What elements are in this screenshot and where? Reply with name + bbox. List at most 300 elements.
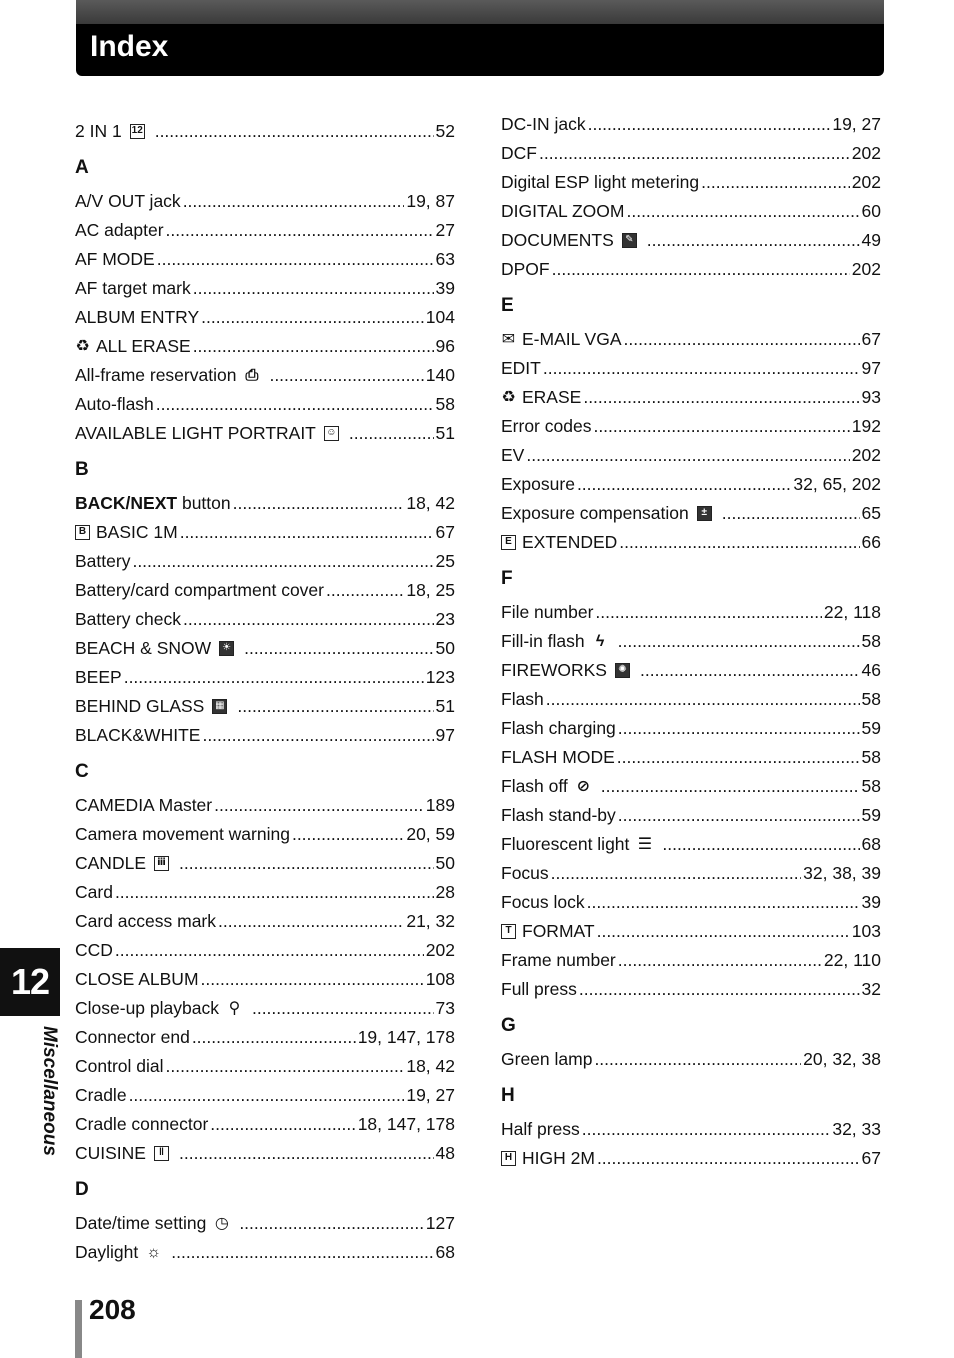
index-term [75,1114,208,1134]
page-reference: 67 [861,329,881,349]
index-entry [501,1139,881,1168]
dot-leader [269,365,423,385]
index-term [75,336,191,356]
dot-leader [593,416,849,436]
index-term [501,1119,580,1139]
index-term [75,423,347,443]
dot-leader [292,824,404,844]
index-term-text: EDIT [501,358,541,378]
format-icon: T [501,924,516,939]
index-term [75,1213,237,1233]
page-reference: 60 [861,201,881,221]
dot-leader [115,940,424,960]
index-term [75,998,250,1018]
index-term [501,863,549,883]
index-entry [75,989,455,1018]
basic-quality-icon: B [75,525,90,540]
page-reference: 202 [851,259,881,279]
page-reference: 97 [435,725,455,745]
index-term [501,660,638,680]
page-reference: 127 [425,1213,455,1233]
index-term [75,551,130,571]
page-reference: 67 [861,1148,881,1168]
index-entry [501,1110,881,1139]
available-light-portrait-icon: ☺ [324,426,339,441]
index-term [75,667,122,687]
page-reference: 58 [435,394,455,414]
page-reference: 23 [435,609,455,629]
index-term [75,394,154,414]
index-term-text: BEEP [75,667,122,687]
index-term [501,1148,595,1168]
page-number-bar [75,1300,82,1358]
dot-leader [183,191,405,211]
dot-leader [583,387,859,407]
page-title: Index [90,30,169,63]
index-entry [75,1047,455,1076]
page-reference: 19, 147, 178 [357,1027,455,1047]
index-entry [501,709,881,738]
dot-leader [349,423,434,443]
dot-leader [595,602,822,622]
index-term [75,1027,190,1047]
dot-leader [546,689,860,709]
index-term [501,143,537,163]
index-term-text: CUISINE [75,1143,146,1163]
dot-leader [617,747,860,767]
index-letter-heading: H [501,1085,515,1106]
fireworks-icon: ✺ [615,663,630,678]
index-term [75,580,324,600]
index-entry [501,883,881,912]
dot-leader [179,853,434,873]
header-strip [76,0,884,24]
index-term-text: Exposure [501,474,575,494]
index-term [75,278,191,298]
page-number: 208 [89,1294,136,1325]
candle-icon: ⅲ [154,856,169,871]
page-reference: 58 [861,776,881,796]
dot-leader [193,278,434,298]
high-quality-icon: H [501,1151,516,1166]
index-entry [75,484,455,513]
dot-leader [218,911,404,931]
fluorescent-icon: ☰ [637,835,653,853]
index-term-text: AC adapter [75,220,164,240]
index-term-text: Flash stand-by [501,805,616,825]
index-entry [75,356,455,385]
index-entry [75,1134,455,1163]
dot-leader [201,307,424,327]
dot-leader [244,638,433,658]
dot-leader [624,329,860,349]
dot-leader [551,863,801,883]
page-reference: 32, 65, 202 [793,474,881,494]
index-entry [75,902,455,931]
dot-leader [166,220,434,240]
index-entry [75,269,455,298]
index-term-text: ALBUM ENTRY [75,307,200,327]
page-reference: 63 [435,249,455,269]
index-term [501,474,575,494]
index-term [75,969,199,989]
dot-leader [193,336,434,356]
page-reference: 59 [861,805,881,825]
behind-glass-icon: ▦ [212,699,227,714]
dot-leader [157,249,434,269]
index-entry [501,105,881,134]
index-entry [75,542,455,571]
dot-leader [171,1242,433,1262]
dot-leader [326,580,404,600]
dot-leader [539,143,850,163]
dot-leader [202,725,433,745]
index-entry [501,622,881,651]
page-reference: 18, 147, 178 [357,1114,455,1134]
index-letter-heading: G [501,1015,516,1036]
page-reference: 65 [861,503,881,523]
dot-leader [166,1056,405,1076]
index-entry [75,786,455,815]
index-term-text: Flash charging [501,718,616,738]
index-term [75,940,113,960]
index-term [75,191,181,211]
index-term [75,824,290,844]
index-entry [501,825,881,854]
page-reference: 59 [861,718,881,738]
page-reference: 202 [425,940,455,960]
index-entry [75,931,455,960]
page-reference: 51 [435,696,455,716]
page-reference: 192 [851,416,881,436]
page-reference: 22, 118 [823,602,881,622]
index-term-text: CANDLE [75,853,146,873]
index-term-bold: BACK/NEXT [75,493,178,513]
dot-leader [124,667,424,687]
index-entry [501,854,881,883]
all-erase-icon: ♻ [75,337,90,355]
index-term [501,776,599,796]
index-term-text: Cradle connector [75,1114,209,1134]
index-entry [75,716,455,745]
index-term [75,493,231,513]
index-term-text: Control dial [75,1056,164,1076]
page-reference: 96 [435,336,455,356]
index-entry [75,629,455,658]
index-entry [501,651,881,680]
print-reserve-icon: ⎙ [245,366,259,384]
index-term-text: EXTENDED [522,532,618,552]
index-term [75,795,212,815]
index-term-text: Exposure compensation [501,503,689,523]
page-reference: 104 [425,307,455,327]
page-reference: 32, 33 [832,1119,881,1139]
index-entry [75,385,455,414]
dot-leader [618,631,860,651]
index-term-text: DIGITAL ZOOM [501,201,625,221]
index-term [501,747,615,767]
index-term [75,725,200,745]
dot-leader [201,969,424,989]
index-term [501,689,544,709]
page-reference: 22, 110 [823,950,881,970]
dot-leader [662,834,859,854]
dot-leader [597,1148,860,1168]
index-term-text: AF target mark [75,278,191,298]
index-term [75,220,164,240]
dot-leader [526,445,849,465]
index-term-text: Fluorescent light [501,834,630,854]
index-term [501,602,593,622]
page-reference: 189 [425,795,455,815]
index-term-text: Battery [75,551,131,571]
dot-leader [594,1049,801,1069]
index-entry [501,192,881,221]
page-reference: 58 [861,631,881,651]
index-entry [75,414,455,443]
dot-leader [115,882,434,902]
page-reference: 20, 59 [406,824,455,844]
index-entry [75,960,455,989]
beach-snow-icon: ☀ [219,641,234,656]
chapter-tab: 12 [0,948,60,1016]
index-term-text: Focus lock [501,892,585,912]
page-reference: 39 [435,278,455,298]
dot-leader [132,551,433,571]
page-reference: 27 [435,220,455,240]
index-entry [501,941,881,970]
dot-leader [618,805,860,825]
extended-icon: E [501,535,516,550]
index-term [501,834,660,854]
index-term-text: Close-up playback [75,998,219,1018]
dot-leader [233,493,405,513]
index-column-right [501,105,881,1168]
index-term-text: Battery check [75,609,182,629]
index-term-text: Focus [501,863,549,883]
index-term-text: ALL ERASE [96,336,191,356]
dot-leader [722,503,860,523]
page-reference: 18, 42 [406,493,455,513]
index-term-text: Card access mark [75,911,217,931]
index-entry [501,349,881,378]
index-term [501,201,624,221]
page-reference: 67 [435,522,455,542]
dot-leader [192,1027,356,1047]
index-term [501,1049,592,1069]
dot-leader [155,121,434,141]
index-term [501,718,616,738]
page-reference: 103 [851,921,881,941]
index-entry [75,600,455,629]
index-term-text: File number [501,602,594,622]
dot-leader [183,609,434,629]
page-reference: 52 [435,121,455,141]
dot-leader [543,358,860,378]
index-term-text: DPOF [501,259,550,279]
index-term-text: Fill-in flash [501,631,585,651]
page-reference: 66 [861,532,881,552]
index-term-text: Digital ESP light metering [501,172,700,192]
index-term-text: Camera movement warning [75,824,290,844]
page-reference: 18, 25 [406,580,455,600]
page-reference: 46 [861,660,881,680]
flash-off-icon: ⊘ [576,777,590,795]
page-reference: 51 [435,423,455,443]
index-entry [75,182,455,211]
index-term-text: BASIC 1M [96,522,178,542]
dot-leader [156,394,434,414]
index-term-text: All-frame reservation [75,365,237,385]
index-term [501,532,617,552]
page-reference: 140 [425,365,455,385]
index-term [501,950,616,970]
index-entry [75,112,455,141]
index-entry [501,163,881,192]
index-term-text: E-MAIL VGA [522,329,622,349]
index-term-text: CAMEDIA Master [75,795,213,815]
page-reference: 19, 27 [832,114,881,134]
index-letter-heading: B [75,459,89,480]
dot-leader [588,114,831,134]
index-entry [501,912,881,941]
index-term [75,696,235,716]
clock-icon: ◷ [214,1214,229,1232]
page-reference: 32, 38, 39 [803,863,881,883]
index-entry [501,378,881,407]
index-term [501,358,541,378]
index-entry [75,1105,455,1134]
dot-leader [179,1143,434,1163]
page-reference: 50 [435,853,455,873]
index-term-text: Full press [501,979,577,999]
index-term-text: FLASH MODE [501,747,615,767]
index-term [75,249,155,269]
index-entry [75,327,455,356]
index-term [75,1242,169,1262]
index-entry [501,250,881,279]
erase-icon: ♻ [501,388,516,406]
index-term-text: BEACH & SNOW [75,638,212,658]
page-reference: 73 [435,998,455,1018]
index-entry [75,873,455,902]
dot-leader [626,201,859,221]
index-term [75,609,181,629]
dot-leader [587,892,860,912]
index-term-text: Flash off [501,776,568,796]
dot-leader [129,1085,405,1105]
index-term [501,805,616,825]
page-reference: 48 [435,1143,455,1163]
index-entry [75,513,455,542]
index-term [501,329,622,349]
dot-leader [619,532,859,552]
index-term-text: Card [75,882,113,902]
dot-leader [252,998,434,1018]
index-entry [501,767,881,796]
index-term-text: ERASE [522,387,582,407]
index-term-text: BEHIND GLASS [75,696,205,716]
index-term-text: CCD [75,940,113,960]
index-term-text: Connector end [75,1027,190,1047]
index-letter-heading: C [75,761,89,782]
index-entry [75,298,455,327]
page-reference: 50 [435,638,455,658]
index-term [75,638,242,658]
index-term-text: FORMAT [522,921,595,941]
index-term-text: DC-IN jack [501,114,586,134]
dot-leader [552,259,850,279]
index-entry [501,407,881,436]
index-term-text: Daylight [75,1242,139,1262]
index-term-text: AVAILABLE LIGHT PORTRAIT [75,423,316,443]
index-term [501,631,616,651]
index-term-text: HIGH 2M [522,1148,595,1168]
page-reference: 58 [861,747,881,767]
index-term [501,230,645,250]
dot-leader [618,718,860,738]
page-reference: 18, 42 [406,1056,455,1076]
index-entry [501,436,881,465]
index-entry [501,593,881,622]
index-term-text: DCF [501,143,537,163]
page-reference: 21, 32 [406,911,455,931]
dot-leader [180,522,434,542]
index-term [75,911,216,931]
page-header [76,0,884,76]
index-term-text: 2 IN 1 [75,121,122,141]
page-reference: 202 [851,445,881,465]
page-reference: 202 [851,143,881,163]
page-reference: 32 [861,979,881,999]
index-term-text: Frame number [501,950,616,970]
index-entry [501,738,881,767]
index-term-text: EV [501,445,525,465]
index-entry [75,1076,455,1105]
page-reference: 108 [425,969,455,989]
index-term-text: Error codes [501,416,592,436]
index-term-text: Green lamp [501,1049,593,1069]
flash-icon: ϟ [593,634,608,649]
page-reference: 123 [425,667,455,687]
page-reference: 28 [435,882,455,902]
index-entry [75,815,455,844]
index-entry [501,320,881,349]
page-reference: 39 [861,892,881,912]
index-term-text: Flash [501,689,544,709]
index-term [501,503,720,523]
page-reference: 19, 87 [406,191,455,211]
index-letter-heading: A [75,157,89,178]
index-term [501,979,577,999]
page-reference: 202 [851,172,881,192]
index-term [501,114,586,134]
documents-icon: ✎ [622,233,637,248]
index-term [75,121,153,141]
index-term-text: A/V OUT jack [75,191,181,211]
index-term-text: Cradle [75,1085,127,1105]
dot-leader [239,1213,423,1233]
index-term [75,1143,177,1163]
index-entry [501,970,881,999]
index-entry [75,571,455,600]
index-entry [501,796,881,825]
index-column-left [75,112,455,1262]
index-term [75,522,178,542]
dot-leader [701,172,850,192]
index-entry [501,1040,881,1069]
index-term [501,416,591,436]
